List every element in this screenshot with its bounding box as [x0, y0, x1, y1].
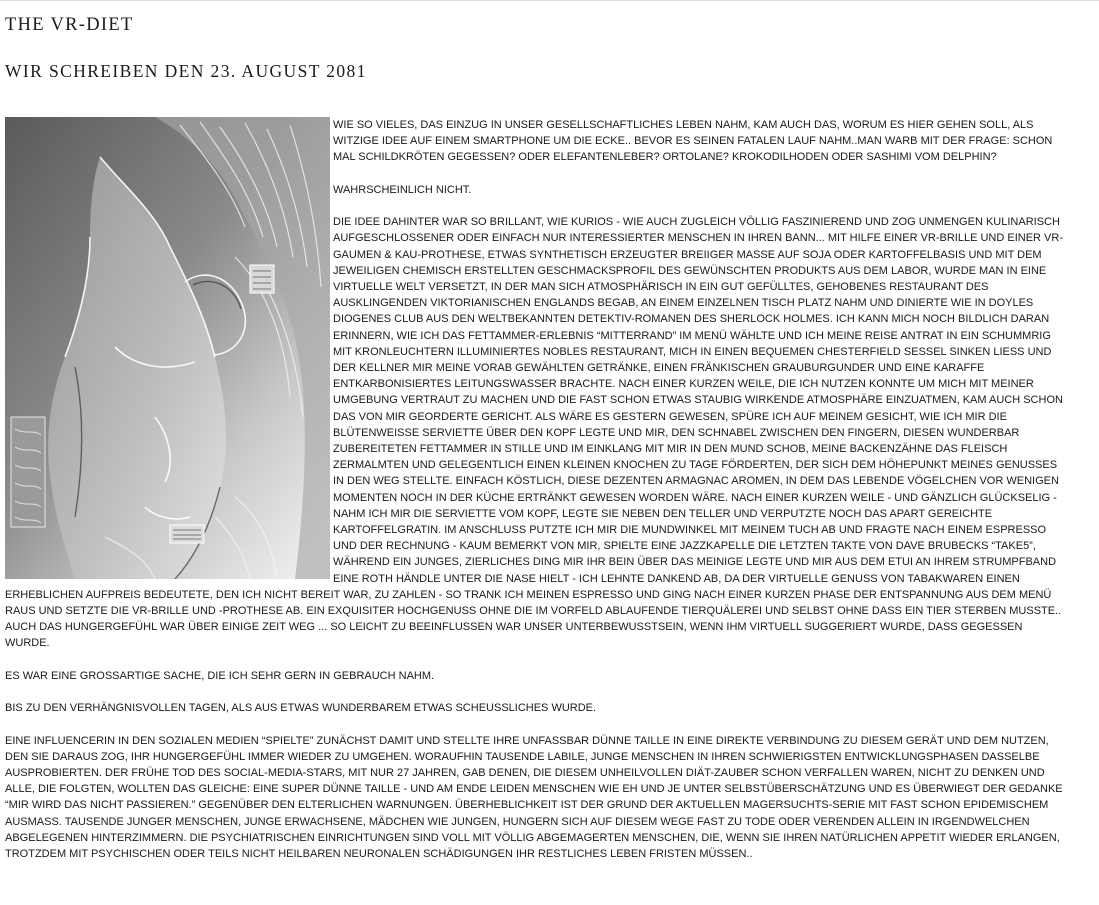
article-paragraph-intro: WIE SO VIELES, DAS EINZUG IN UNSER GESELLSCHAFTLICHES LEBEN NAHM, KAM AUCH DAS, WORUM ES HIER GEHEN SOLL, ALS WITZIGE IDEE AUF EINEM SMARTPHONE UM DIE ECKE.. BEVOR ES SEINEN FATALEN LAUF NAHM..MAN WARB MIT DER FRAGE: SCHON MAL SCHILDKRÖTEN GEGESSEN? ODER ELEFANTENLEBER? ORTOLANE? KROKODILHODEN ODER SASHIMI VOM DELPHIN?: [333, 119, 1053, 164]
article-body: [5, 117, 1067, 878]
article-paragraph-story: DIE IDEE DAHINTER WAR SO BRILLANT, WIE KURIOS - WIE AUCH ZUGLEICH VÖLLIG FASZINIEREND UND ZOG UNMENGEN KULINARISCH AUFGESCHLOSSENER ODER EINFACH NUR INTERESSIERTER MENSCHEN IN IHREN BANN... MIT HILFE EINER VR-BRILLE UND EINER VR-GAUMEN & KAU-PROTHESE, ETWAS SYNTHETISCH ERZEUGTER BREIIGER MASSE AUF SOJA ODER KARTOFFELBASIS UND MIT DEM JEWEILIGEN CHEMISCH ERSTELLTEN GESCHMACKSPROFIL DES GEWÜNSCHTEN PRODUKTS AUS DEM LABOR, WURDE MAN IN EINE VIRTUELLE WELT VERSETZT, IN DER MAN SICH ATMOSPHÄRISCH IN EIN GUT GEFÜLLTES, GEHOBENES RESTAURANT DES AUSKLINGENDEN VIKTORIANISCHEN ENGLANDS BEGAB, AN EINEM EINZELNEN TISCH PLATZ NAHM UND DINIERTE WIE IN DOYLES DIOGENES CLUB AUS DEN WELTBEKANNTEN DETEKTIV-ROMANEN DES SHERLOCK HOLMES. ICH KANN MICH NOCH BILDLICH DARAN ERINNERN, WIE ICH DAS FETTAMMER-ERLEBNIS “MITTERRAND” IM MENÜ WÄHLTE UND ICH MEINE REISE ANTRAT IN EIN SCHUMMRIG MIT KRONLEUCHTERN ILLUMINIERTES NOBLES RESTAURANT, MICH IN EINEN BEQUEMEN CHESTERFIELD SESSEL SINKEN LIESS UND DER KELLNER MIR MEINE VORAB GEWÄHLTEN GETRÄNKE, EINEN FRÄNKISCHEN GRAUBURGUNDER UND EINE KARAFFE ENTKARBONISIERTES LEITUNGSWASSER BRACHTE. NACH EINER KURZEN WEILE, DIE ICH NUTZEN KONNTE UM MICH MIT MEINER UMGEBUNG VERTRAUT ZU MACHEN UND DIE FAST SCHON ETWAS STAUBIG WIRKENDE ATMOSPHÄRE EINZUATMEN, KAM AUCH SCHON DAS VON MIR GEORDERTE GERICHT. ALS WÄRE ES GESTERN GEWESEN, SPÜRE ICH AUF MEINEM GESICHT, WIE ICH MIR DIE BLÜTENWEISSE SERVIETTE ÜBER DEN KOPF LEGTE UND MIR, DEN SCHNABEL ZWISCHEN DEN FINGERN, DIESEN WUNDERBAR ZUBEREITETEN FETTAMMER IN STILLE UND IM EINKLANG MIT MIR IN DEN MUND SCHOB, MEINE BACKENZÄHNE DAS FLEISCH ZERMALMTEN UND GELEGENTLICH EINEN KLEINEN KNOCHEN ZU TAGE FÖRDERTEN, DER SICH DEM HÖHEPUNKT MEINES GENUSSES IN DEN WEG STELLTE. EINFACH KÖSTLICH, DIESE DEZENTEN ARMAGNAC AROMEN, IN DEM DAS LEBENDE VÖGELCHEN VOR WENIGEN MOMENTEN NOCH IN DER KÜCHE ERTRÄNKT GEWESEN WORDEN WÄRE. NACH EINER KURZEN WEILE - UND GÄNZLICH GLÜCKSELIG - NAHM ICH MIR DIE SERVIETTE VOM KOPF, LEGTE SIE NEBEN DEN TELLER UND VERPUTZTE NOCH DAS APART GEREICHTE KARTOFFELGRATIN. IM ANSCHLUSS PUTZTE ICH MIR DIE MUNDWINKEL MIT MEINEM TUCH AB UND FRAGTE NACH EINEM ESPRESSO UND DER RECHNUNG - KAUM BEMERKT VON MIR, SPIELTE EINE JAZZKAPELLE DIE LETZTEN TAKTE VON DAVE BRUBECKS “TAKE5”, WÄHREND EIN JUNGES, ZIERLICHES DING MIR IHR BEIN ÜBER DAS MEINIGE LEGTE UND MIR AUS DEM ETUI AN IHREM STRUMPFBAND EINE ROTH HÄNDLE UNTER DIE NASE HIELT - ICH LEHNTE DANKEND AB, DA DER VIRTUELLE GENUSS VON TABAKWAREN EINEN ERHEBLICHEN AUFPREIS BEDEUTETE, DEN ICH NICHT BEREIT WAR, ZU ZAHLEN - SO TRANK ICH MEINEN ESPRESSO UND GING NACH EINER KURZEN PHASE DER ENTSPANNUNG AUS DEM MENÜ RAUS UND SETZTE DIE VR-BRILLE UND -PROTHESE AB. EIN EXQUISITER HOCHGENUSS OHNE DIE IM VORFELD ABLAUFENDE TIERQUÄLEREI UND SELBST OHNE DASS EIN TIER STERBEN MUSSTE.. AUCH DAS HUNGERGEFÜHL WAR ÜBER EINIGE ZEIT WEG ... SO LEICHT ZU BEEINFLUSSEN WAR UNSER UNTERBEWUSSTSEIN, WENN IHM VIRTUELL SUGGERIERT WURDE, DASS GEGESSEN WURDE.: [5, 216, 1063, 650]
article-paragraph-great: ES WAR EINE GROSSARTIGE SACHE, DIE ICH SEHR GERN IN GEBRAUCH NAHM.: [5, 669, 435, 682]
sculpture-illustration: [5, 117, 330, 579]
page-subtitle: WIR SCHREIBEN DEN 23. AUGUST 2081: [5, 61, 367, 81]
embossed-torso-sculpture-image: [5, 117, 330, 579]
article-paragraph-turning-point: BIS ZU DEN VERHÄNGNISVOLLEN TAGEN, ALS AUS ETWAS WUNDERBAREM ETWAS SCHEUSSLICHES WURDE.: [5, 702, 597, 715]
article-paragraph-influencer: EINE INFLUENCERIN IN DEN SOZIALEN MEDIEN “SPIELTE” ZUNÄCHST DAMIT UND STELLTE IHRE UNFASSBAR DÜNNE TAILLE IN EINE DIREKTE VERBINDUNG ZU DIESEM GERÄT UND DEM NUTZEN, DEN SIE DARAUS ZOG, IHR HUNGERGEFÜHL IMMER WIEDER ZU UMGEHEN. WORAUFHIN TAUSENDE LABILE, JUNGE MENSCHEN IN IHREN SCHWIERIGSTEN ENTWICKLUNGSPHASEN DASSELBE AUSPROBIERTEN. DER FRÜHE TOD DES SOCIAL-MEDIA-STARS, MIT NUR 27 JAHREN, GAB DENEN, DIE DIESEM UNHEILVOLLEN DIÄT-ZAUBER SCHON VERFALLEN WAREN, NICHT ZU DENKEN UND ALLE, DIE FOLGTEN, WOLLTEN DAS GLEICHE: EINE SUPER DÜNNE TAILLE - UND AM ENDE LEIDEN MENSCHEN WIE EH UND JE UNTER SELBSTÜBERSCHÄTZUNG UND ES ÜBERWIEGT DER GEDANKE “MIR WIRD DAS NICHT PASSIEREN.” GEGENÜBER DEN ELTERLICHEN WARNUNGEN. ÜBERHEBLICHKEIT IST DER GRUND DER AKTUELLEN MAGERSUCHTS-SERIE MIT FAST SCHON EPIDEMISCHEM AUSMASS. TAUSENDE JUNGER MENSCHEN, JUNGE ERWACHSENE, MÄDCHEN WIE JUNGEN, HUNGERN SICH AUF DIESEM WEGE FAST ZU TODE ODER VERENDEN ALLEIN IN IRGENDWELCHEN ABGELEGENEN HINTERZIMMERN. DIE PSYCHIATRISCHEN EINRICHTUNGEN SIND VOLL MIT VÖLLIG ABGEMAGERTEN MENSCHEN, DIE, WENN SIE IHREN NATÜRLICHEN APPETIT WIEDER ERLANGEN, TROTZDEM MIT PSYCHISCHEN ODER TEILS NICHT HEILBAREN NEURONALEN SCHÄDIGUNGEN IHR RESTLICHES LEBEN FRISTEN MÜSSEN..: [5, 734, 1063, 861]
page-title: THE VR-DIET: [5, 15, 134, 35]
top-divider: [0, 0, 1099, 1]
article-paragraph-short: WAHRSCHEINLICH NICHT.: [333, 183, 472, 196]
